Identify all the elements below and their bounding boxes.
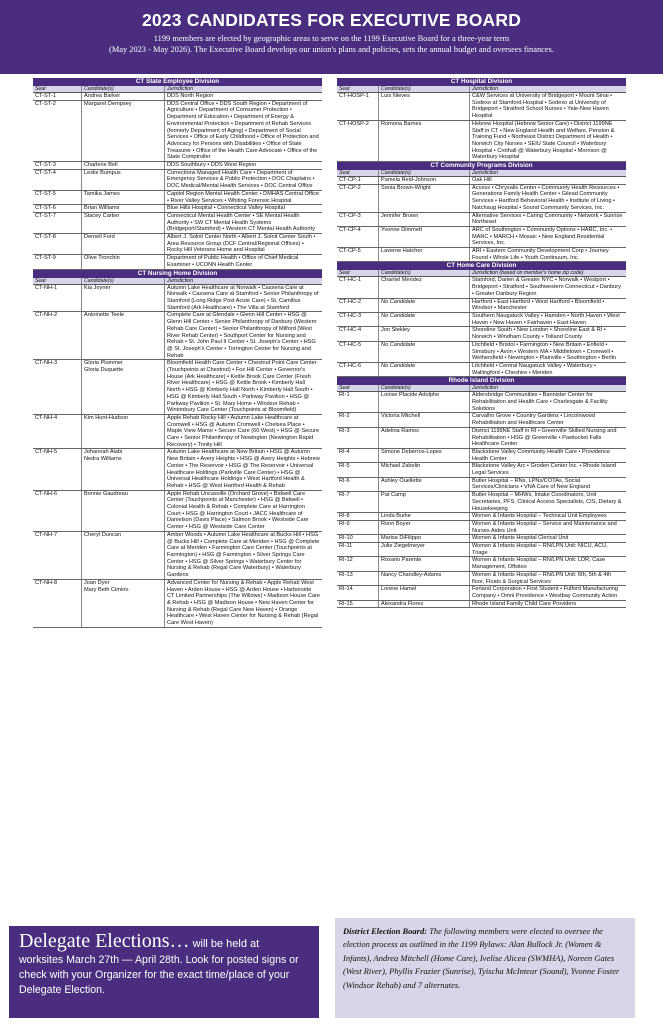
seat-cell: CT-HC-5 — [337, 342, 379, 362]
table-row — [33, 312, 322, 360]
seat-cell: RI-2 — [337, 413, 379, 426]
table-row — [33, 285, 322, 313]
candidate-name: Nedra Williams — [84, 456, 122, 463]
candidate-cell — [379, 535, 470, 542]
candidate-header: Candidate(s) — [379, 86, 470, 92]
jurisdiction-header: Jurisdiction — [167, 86, 193, 92]
candidate-cell — [82, 93, 165, 100]
candidate-cell — [379, 478, 470, 491]
candidate-cell — [379, 327, 470, 340]
jurisdiction-cell: Blackstone Valley Community Health Care • Providence Health Center — [472, 448, 611, 462]
candidate-name: Ashley Ouellette — [381, 477, 422, 484]
jurisdiction-cell: Oak Hill — [472, 177, 492, 184]
candidate-cell — [379, 572, 470, 585]
candidate-cell — [379, 313, 470, 326]
jurisdiction-cell: Department of Public Health • Office of Chief Medical Examiner • UCONN Health Center — [167, 255, 299, 268]
candidate-cell — [379, 428, 470, 448]
candidate-name: Pamela Reid-Johnson — [381, 177, 437, 184]
table-row — [337, 543, 626, 557]
seat-cell: RI-13 — [337, 572, 379, 585]
seat-cell: RI-3 — [337, 428, 379, 448]
candidate-cell — [82, 234, 165, 254]
table-row — [337, 93, 626, 121]
candidate-name: Lonise Placide Adolphe — [381, 392, 440, 399]
seat-cell: CT-NH-1 — [33, 285, 82, 312]
seat-cell: CT-CP-5 — [337, 248, 379, 261]
seat-cell: CT-CP-3 — [337, 213, 379, 226]
candidate-name: Olive Tronchin — [84, 255, 120, 262]
seat-cell: CT-NH-3 — [33, 360, 82, 414]
candidate-cell — [379, 521, 470, 534]
seat-header: Seat — [337, 86, 379, 92]
candidate-cell — [82, 191, 165, 204]
candidate-name: Kia Joyner — [84, 284, 111, 291]
seat-cell: RI-7 — [337, 492, 379, 512]
table-row — [33, 360, 322, 415]
jurisdiction-header: Jurisdiction — [472, 385, 498, 392]
jurisdiction-cell: Litchfield • Central Naugatuck Valley • Waterbury • Wallingford • Cheshire • Meriden — [472, 362, 597, 376]
candidate-cell — [82, 449, 165, 489]
election-board-label: District Election Board: — [343, 926, 428, 936]
jurisdiction-cell: Women & Infants Hospital – RN/LPN Unit: LDR, Case Management, Offsites — [472, 557, 606, 571]
seat-cell: CT-HC-6 — [337, 363, 379, 376]
candidate-name: Pat Camp — [381, 492, 406, 499]
seat-cell: RI-14 — [337, 586, 379, 599]
jurisdiction-header: Jurisdiction — [472, 170, 498, 177]
candidate-cell — [379, 492, 470, 512]
jurisdiction-cell: Hebrew Hospital (Hebrew Senior Care) • District 1199NE Staff in CT • New England Health and Welfare, Pension & Training Fund • Northeast District Department of Health • Norwich City Nurses • SEIU State Council • Waterbury Hospital • Crothall @ Waterbury Hospital • Morrison @ Waterbury Hospital — [472, 120, 615, 161]
table-row — [337, 463, 626, 477]
seat-cell: CT-HC-4 — [337, 327, 379, 340]
table-row — [337, 392, 626, 413]
jurisdiction-cell: Rhode Island Family Child Care Providers — [472, 600, 577, 607]
jurisdiction-cell: Amber Woods • Autumn Lake Healthcare at Bucks Hill • HSG @ Bucks Hill • Complete Care at Meriden • HSG @ Complete Care at Meriden • Farmington Care Center (Touchpoints at Farmington) • HSG @ Farmington • Silver Springs Care Center • HSG @ Silver Springs • Waterbury Center for Nursing & Rehab (Regal Care Waterbury) • Waterbury Gardens — [167, 531, 320, 579]
candidate-cell — [82, 532, 165, 579]
seat-cell: CT-HC-3 — [337, 313, 379, 326]
table-row — [33, 580, 322, 628]
table-row — [33, 101, 322, 162]
jurisdiction-header: Jurisdiction — [167, 277, 193, 284]
seat-cell: RI-11 — [337, 543, 379, 556]
candidate-cell — [82, 491, 165, 531]
candidate-cell — [379, 93, 470, 120]
table-row — [337, 492, 626, 513]
jurisdiction-cell: Complete Care at Glendale • Glenn Hill Center • HSG @ Glenn Hill Center • Senior Philanthropy of Danbury (Western Rehab Care Center) • Senior Philanthropy of Milford (West River Rehab Center) • Southport Center for Nursing and Rehab • St. John Paul II Center • St. Joseph's Center • HSG @ St. Joseph's Center • Torrington Center for Nursing and Rehab — [167, 312, 317, 359]
table-row — [337, 513, 626, 521]
column-header-row — [337, 86, 626, 93]
table-row — [337, 572, 626, 586]
jurisdiction-cell: Carvalho Grove • Country Gardens • Lincolnwood Rehabilitation and Healthcare Center — [472, 413, 595, 427]
seat-header: Seat — [337, 385, 379, 391]
table-row — [337, 177, 626, 185]
left-column — [33, 78, 322, 628]
division-title: CT State Employee Division — [33, 78, 322, 86]
table-row — [337, 213, 626, 227]
candidate-name: Romona Barnes — [381, 120, 422, 127]
header-intro-line-2: (May 2023 - May 2026). The Executive Board develops our union's plans and policies, sets the annual budget and oversees finances. — [109, 45, 554, 54]
candidate-cell — [82, 255, 165, 268]
seat-cell: CT-HC-2 — [337, 299, 379, 312]
jurisdiction-cell: Women & Infants Hospital – Technical Unit Employees — [472, 513, 607, 520]
candidate-cell — [379, 342, 470, 362]
seat-cell: CT-ST-2 — [33, 101, 82, 161]
candidate-cell — [379, 513, 470, 520]
jurisdiction-cell: DDS North Region — [167, 93, 214, 99]
table-row — [33, 491, 322, 532]
candidate-name: Andrea Barker — [84, 93, 121, 99]
seat-cell: CT-ST-8 — [33, 234, 82, 254]
jurisdiction-cell: Ferland Corporation • First Student • Fulford Manufacturing Company • Omni Providence • Westbay Community Action — [472, 586, 619, 599]
candidate-cell — [82, 101, 165, 161]
candidate-cell — [379, 213, 470, 226]
seat-cell: CT-CP-1 — [337, 177, 379, 184]
candidate-cell — [379, 121, 470, 161]
table-row — [337, 277, 626, 298]
seat-cell: RI-12 — [337, 557, 379, 570]
table-row — [33, 93, 322, 101]
candidate-cell — [379, 557, 470, 570]
jurisdiction-header: Jurisdiction (based on member's home zip code) — [472, 270, 584, 277]
candidate-name: Alexandra Flores — [381, 600, 424, 607]
table-row — [33, 234, 322, 255]
jurisdiction-cell: Aldersbridge Communities • Bannister Center for Rehabilitation and Health Care • Charlesgate & Facility Solutions — [472, 392, 608, 412]
candidate-cell — [379, 413, 470, 426]
division-table — [337, 162, 626, 262]
candidate-name: Charlene Bell — [84, 162, 118, 169]
candidate-cell — [379, 543, 470, 556]
candidate-cell — [379, 227, 470, 247]
candidate-name: Leslie Bumpus — [84, 169, 121, 176]
table-row — [33, 205, 322, 213]
seat-cell: CT-NH-6 — [33, 491, 82, 531]
jurisdiction-cell: Women & Infants Hospital – RN/LPN Unit: NICU, ACU, Triage — [472, 543, 608, 556]
division-table — [33, 270, 322, 628]
seat-cell: RI-15 — [337, 601, 379, 608]
seat-cell: CT-ST-5 — [33, 191, 82, 204]
candidate-name: Linda Burke — [381, 513, 411, 520]
candidate-name: Adelina Ramos — [381, 427, 419, 434]
election-board-box — [335, 918, 635, 1018]
candidate-cell — [379, 185, 470, 212]
candidate-name: Kim Hunt-Hudson — [84, 414, 129, 421]
candidate-cell — [82, 285, 165, 312]
jurisdiction-cell: Capitol Region Mental Health Center • DMHAS Central Office • River Valley Services • Whiting Forensic Hospital — [167, 190, 320, 204]
seat-cell: CT-ST-7 — [33, 213, 82, 233]
candidate-cell — [379, 586, 470, 599]
candidate-name: Jennifer Brown — [381, 212, 419, 219]
candidate-name: Joan Dyer — [84, 579, 110, 586]
division-table — [337, 78, 626, 162]
seat-cell: RI-5 — [337, 463, 379, 476]
candidate-name: No Candidate — [381, 362, 416, 369]
candidate-name: Gloria Plummer — [84, 360, 123, 367]
seat-header: Seat — [33, 278, 82, 284]
table-row — [337, 342, 626, 363]
candidate-cell — [82, 205, 165, 212]
candidate-name: Simone Deberros-Lopes — [381, 448, 442, 455]
candidate-name: Victoria Mitchell — [381, 413, 421, 420]
candidate-cell — [82, 312, 165, 359]
candidate-name: Marisa DiFilippo — [381, 535, 422, 542]
candidate-name: Tamika James — [84, 190, 120, 197]
candidate-cell — [379, 392, 470, 412]
jurisdiction-cell: Apple Rehab Rocky Hill • Autumn Lake Healthcare at Cromwell • HSG @ Autumn Cromwell • Chelsea Place • Maple View Manor • Secure Care (60 West) • HSG @ Secure Care • Senior Philanthropy of Newington (Newington Rapid Recovery) • Trinity Hill — [167, 414, 320, 448]
division-title: CT Nursing Home Division — [33, 270, 322, 278]
jurisdiction-cell: Butler Hospital – MHWs, Intake Coordinators, Unit Secretaries, PFS, Clinical Access Specialists, CIS, Dietary & Housekeeping — [472, 492, 622, 512]
right-column — [337, 78, 626, 608]
page-header — [0, 0, 663, 74]
table-row — [337, 521, 626, 535]
candidate-name: Chantel Mendez — [381, 277, 422, 284]
seat-cell: CT-ST-4 — [33, 170, 82, 190]
candidate-name: Julie Ziegelmeyer — [381, 543, 425, 550]
candidate-cell — [379, 449, 470, 462]
table-row — [337, 227, 626, 248]
candidate-cell — [82, 360, 165, 414]
candidate-cell — [82, 580, 165, 627]
table-row — [337, 413, 626, 427]
table-row — [33, 213, 322, 234]
table-row — [337, 449, 626, 463]
candidate-cell — [379, 363, 470, 376]
jurisdiction-cell: Women & Infants Hospital – Service and Maintenance and Nurses Aides Unit — [472, 520, 617, 534]
table-row — [33, 170, 322, 191]
seat-cell: CT-NH-4 — [33, 415, 82, 449]
table-row — [33, 255, 322, 269]
seat-cell: RI-1 — [337, 392, 379, 412]
seat-cell: CT-CP-2 — [337, 185, 379, 212]
candidate-header: Candidate(s) — [379, 170, 470, 176]
seat-cell: CT-HC-1 — [337, 277, 379, 297]
candidate-header: Candidate(s) — [82, 86, 165, 92]
candidate-name: Luis Nieves — [381, 93, 410, 99]
candidate-name: No Candidate — [381, 341, 416, 348]
table-row — [33, 191, 322, 205]
jurisdiction-cell: Stamford, Darien & Greater NYC • Norwalk • Westport • Bridgeport • Stratford • Southwestern Connecticut • Danbury • Greater Danbury Region — [472, 277, 621, 297]
table-row — [33, 532, 322, 580]
candidate-name: Johannah Alabi — [84, 449, 123, 456]
candidate-name: Michael Zabelin — [381, 463, 421, 470]
jurisdiction-cell: ARI • Eastern Community Development Corp • Journey Found • Whole Life • Youth Continuum, Inc. — [472, 248, 609, 261]
candidate-cell — [82, 162, 165, 169]
candidate-header: Candidate(s) — [379, 270, 470, 276]
jurisdiction-cell: DDS Central Office • DDS South Region • Department of Agriculture • Department of Consumer Protection • Department of Education • Department of Energy & Environmental Protection • Department of Rehab Services (formerly Department of Aging) • Department of Social Services • Office of Early Childhood • Office of Protection and Advocacy for Persons with Disabilities • Office of State Treasurer • Office of the Health Care Advocate • Office of the State Comptroller — [167, 100, 319, 161]
jurisdiction-cell: Women & Infants Hospital Clerical Unit — [472, 535, 569, 542]
candidate-cell — [379, 601, 470, 608]
jurisdiction-cell: Access • Chrysalis Center • Community Health Resources • Generations Family Health Center • Gilead Community Services • Hartford Behavioral Health • Institute of Living • Natchaug Hospital • Sound Community Services, Inc. — [472, 184, 620, 211]
seat-cell: RI-8 — [337, 513, 379, 520]
candidate-cell — [379, 177, 470, 184]
column-header-row — [33, 278, 322, 285]
seat-cell: CT-ST-6 — [33, 205, 82, 212]
jurisdiction-cell: Butler Hospital – RNs, LPNs/COTAs, Social Services/Clinicians • VNA Care of New England — [472, 477, 590, 491]
jurisdiction-cell: Apple Rehab Uncasville (Orchard Grove) • Bidwell Care Center (Touchpoints at Manchester) • HSG @ Bidwell • Colonial Health & Rehab • Complete Care at Harrington Court • HSG @ Harrington Court • JACC Healthcare of Danielson (Davis Place) • Salmon Brook • Westside Care Center • HSG @ Westside Care Center — [167, 490, 309, 531]
candidate-name: Mary Beth Cimino — [84, 586, 129, 593]
table-row — [337, 363, 626, 377]
jurisdiction-cell: Southern Naugatuck Valley • Hamden • North Haven • West Haven • New Haven • Fairhaven • East Haven — [472, 312, 620, 326]
column-header-row — [337, 170, 626, 177]
jurisdiction-cell: Corrections Managed Health Care • Department of Emergency Services & Public Protection • DOC Chaplains • DOC Medical/Mental Health Services • DOC Central Office — [167, 169, 315, 190]
seat-header: Seat — [337, 270, 379, 276]
candidate-name: Stacey Cartier — [84, 212, 120, 219]
table-row — [337, 185, 626, 213]
jurisdiction-cell: Bloomfield Health Care Center • Chestnut Point Care Center (Touchpoints at Chestnut) • Fox Hill Center • Governor's House (Ark Healthcare) • Kettle Brook Care Center (Fresh River Healthcare) • HSG @ Kettle Brook • Kimberly Hall North • HSG @ Kimberly Hall North • Kimberly Hall South • HSG @ Kimberly Hall South • Parkway Pavilion • HSG @ Parkway Pavilion • St. Mary Home • Windsor Rehab • Wintonbury Care Center (Touchpoints at Bloomfield) — [167, 360, 317, 414]
header-intro-line-1: 1199 members are elected by geographic areas to serve on the 1199 Executive Board for a three-year term — [153, 34, 510, 43]
jurisdiction-cell: Blackstone Valley Arc • Groden Center Inc. • Rhode Island Legal Services — [472, 463, 617, 477]
candidate-cell — [82, 170, 165, 190]
table-row — [337, 478, 626, 492]
column-header-row — [33, 86, 322, 93]
division-title: CT Community Programs Division — [337, 162, 626, 170]
seat-cell: CT-CP-4 — [337, 227, 379, 247]
table-row — [337, 586, 626, 600]
jurisdiction-cell: Albert J. Solnit Center North • Albert J. Solnit Center South • Area Resource Group (DCF Central/Regional Offices) • Rocky Hill Veterans Home and Hospital — [167, 234, 316, 254]
division-title: CT Hospital Division — [337, 78, 626, 86]
candidate-name: Yvonne Dimmett — [381, 226, 423, 233]
candidate-cell — [379, 299, 470, 312]
candidate-name: Brian Williams — [84, 205, 120, 212]
table-row — [337, 313, 626, 327]
division-title: Rhode Island Division — [337, 377, 626, 385]
seat-cell: CT-NH-2 — [33, 312, 82, 359]
jurisdiction-header: Jurisdiction — [472, 86, 498, 92]
election-board-text: The following members were elected to oversee the election process as outlined in the 1199 Bylaws: Alan Bullock Jr. (Women & Infants), Andrea Mitchell (Home Care), Ivelise Alicea (SWMHA), Noreen Gates (West River), Phyllis Frazier (Sunrise), Tyischa McIntear (Sound), Yvonne Foster (Windsor Rehab) and 7 alternates. — [343, 926, 620, 990]
jurisdiction-cell: Autumn Lake Healthcare at Norwalk • Cassena Care at Norwalk • Cassena Care at Stamford • Senior Philanthropy of Stamford (Long Ridge Post Acute Care) • St. Camillus Stamford (Ark Healthcare) • The Villa at Stamford — [167, 284, 319, 311]
table-row — [337, 121, 626, 162]
seat-cell: CT-NH-5 — [33, 449, 82, 489]
seat-cell: RI-6 — [337, 478, 379, 491]
seat-cell: CT-ST-3 — [33, 162, 82, 169]
candidate-name: No Candidate — [381, 298, 416, 305]
jurisdiction-cell: Blue Hills Hospital • Connecticut Valley Hospital — [167, 205, 285, 212]
seat-cell: CT-NH-7 — [33, 532, 82, 579]
table-row — [337, 299, 626, 313]
jurisdiction-cell: Women & Infants Hospital – RN/LPN Unit: 6th, 5th & 4th floor, Floats & Surgical Services — [472, 571, 612, 585]
delegate-elections-lead: will be held at — [192, 938, 260, 950]
table-row — [337, 535, 626, 543]
jurisdiction-cell: Hartford • East Hartford • West Hartford • Bloomfield • Windsor • Manchester — [472, 298, 605, 312]
candidate-name: Dernell Ford — [84, 234, 115, 241]
page-title: 2023 CANDIDATES FOR EXECUTIVE BOARD — [141, 10, 522, 30]
candidate-name: Jon Stekley — [381, 327, 410, 334]
candidate-name: Margaret Dempsey — [84, 100, 132, 107]
jurisdiction-cell: C&W Services at University of Bridgeport • Mount Sinai • Sodexo at Stamford Hospital • Sodexo at University of Bridgeport • Stratford School Nurses • Yale-New Haven Hospital — [472, 93, 613, 120]
candidate-name: Cheryl Duncan — [84, 531, 121, 538]
table-row — [337, 248, 626, 262]
column-header-row — [337, 270, 626, 277]
table-row — [337, 327, 626, 341]
candidate-header: Candidate(s) — [82, 278, 165, 284]
jurisdiction-cell: Shoreline South • New London • Shoreline East & RI • Norwich • Windham County • Tolland County — [472, 327, 606, 341]
candidate-name: Antoinette Teele — [84, 312, 125, 319]
seat-header: Seat — [337, 170, 379, 176]
table-row — [33, 415, 322, 450]
table-row — [337, 557, 626, 571]
candidate-name: Ronn Boyer — [381, 520, 411, 527]
jurisdiction-cell: Advanced Center for Nursing & Rehab • Apple Rehab West Haven • Arden House • HSG @ Arden House • Harborside CT Limited Partnerships (The Willows) • Madison House Care & Rehab • HSG @ Madison House • New Haven Center for Nursing & Rehab (Regal Care New Haven) • Orange Healthcare • West Haven Center for Nursing & Rehab (Regal Care West Haven) — [167, 579, 320, 627]
candidate-name: Rosario Parente — [381, 557, 422, 564]
column-header-row — [337, 385, 626, 392]
division-title: CT Home Care Division — [337, 262, 626, 270]
seat-cell: RI-9 — [337, 521, 379, 534]
division-table — [337, 262, 626, 377]
candidate-cell — [82, 213, 165, 233]
table-row — [337, 428, 626, 449]
jurisdiction-cell: Autumn Lake Healthcare at New Britain • HSG @ Autumn New Britain • Avery Heights • HSG @ Avery Heights • Hebrew Center • The Reservoir • HSG @ The Reservoir • Universal Healthcare Holdings (Parkville Care Center) • HSG @ Universal Healthcare Holdings • West Hartford Health & Rehab • HSG @ West Hartford Health & Rehab — [167, 449, 320, 489]
table-row — [337, 601, 626, 609]
division-table — [33, 78, 322, 270]
jurisdiction-cell: DDS Southbury • DDS West Region — [167, 162, 257, 169]
candidate-name: Bonnie Gaudreau — [84, 490, 128, 497]
division-table — [337, 377, 626, 608]
seat-cell: RI-4 — [337, 449, 379, 462]
seat-cell: CT-NH-8 — [33, 580, 82, 627]
jurisdiction-cell: District 1199NE Staff in RI • Greenville Skilled Nursing and Rehabilitation • HSG @ Greenville • Pawtucket Falls Healthcare Center — [472, 427, 617, 448]
candidate-name: Lorene Hamel — [381, 586, 417, 593]
candidate-name: Sonia Brown-Wright — [381, 184, 431, 191]
candidate-cell — [379, 277, 470, 297]
delegate-elections-text: worksites March 27th — April 28th. Look for posted signs or check with your Organizer for the exact time/place of your Delegate Election. — [19, 954, 299, 996]
candidate-cell — [82, 415, 165, 449]
jurisdiction-cell: Alternative Services • Caring Community • Network • Sunrise Northeast — [472, 212, 623, 226]
seat-cell: CT-ST-1 — [33, 93, 82, 100]
jurisdiction-cell: Litchfield • Bristol • Farmington • New Britain • Enfield • Simsbury • Avon • Western MA • Middletown • Cromwell • Wethersfield • Newington • Plainville • Southington • Berlin — [472, 341, 616, 362]
delegate-elections-box — [9, 926, 319, 1018]
seat-cell: RI-10 — [337, 535, 379, 542]
seat-header: Seat — [33, 86, 82, 92]
table-row — [33, 449, 322, 490]
jurisdiction-cell: Connecticut Mental Health Center • SE Mental Health Authority • SW CT Mental Health Systems (Bridgeport/Stamford) • Western CT Mental Health Authority — [167, 212, 315, 233]
jurisdiction-cell: ARC of Southington • Community Options • HARC, Inc. • MARC • MARCH • Mosaic • New England Residential Services, Inc. — [472, 226, 613, 247]
table-row — [33, 162, 322, 170]
candidate-name: Nancy Chandley-Adams — [381, 571, 442, 578]
candidate-header: Candidate(s) — [379, 385, 470, 391]
candidate-cell — [379, 463, 470, 476]
candidate-name: Laverne Hatcher — [381, 248, 423, 255]
seat-cell: CT-HOSP-2 — [337, 121, 379, 161]
seat-cell: CT-ST-9 — [33, 255, 82, 268]
candidate-name: Gloria Duquette — [84, 367, 124, 374]
delegate-elections-heading: Delegate Elections… — [19, 930, 190, 952]
candidate-name: No Candidate — [381, 312, 416, 319]
candidate-cell — [379, 248, 470, 261]
seat-cell: CT-HOSP-1 — [337, 93, 379, 120]
